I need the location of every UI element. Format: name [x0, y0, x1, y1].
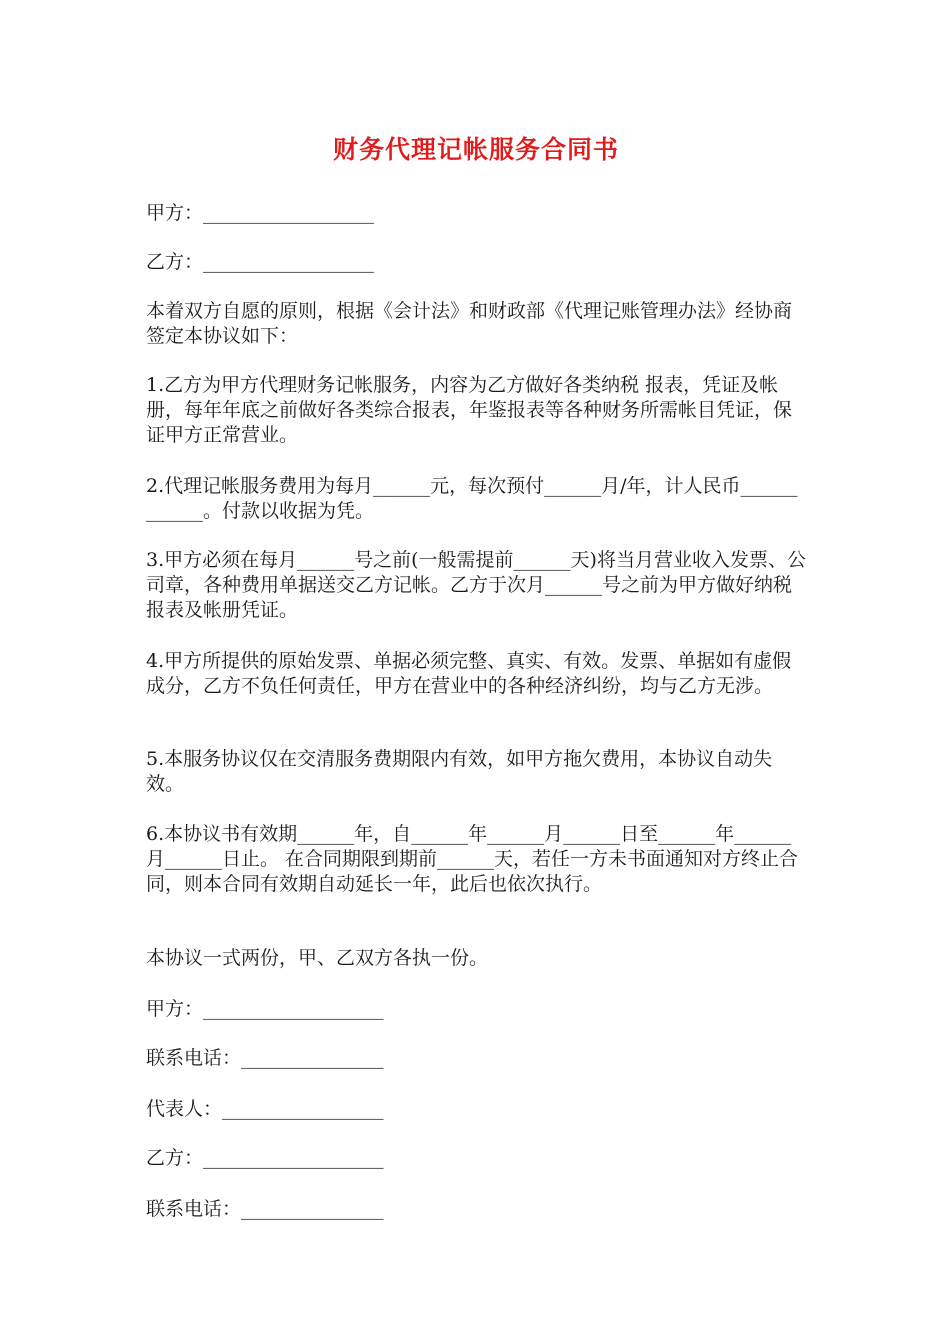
signature-phone-b: 联系电话：_______________	[146, 1198, 384, 1220]
clause-5: 5.本服务协议仅在交清服务费期限内有效，如甲方拖欠费用，本协议自动失效。	[146, 748, 773, 795]
signature-party-b: 乙方：___________________	[146, 1147, 384, 1169]
party-b-line: 乙方：__________________	[146, 251, 375, 273]
signature-representative: 代表人：_________________	[146, 1098, 384, 1120]
signature-phone-a: 联系电话：_______________	[146, 1047, 384, 1069]
document-title: 财务代理记帐服务合同书	[332, 135, 619, 164]
clause-4: 4.甲方所提供的原始发票、单据必须完整、真实、有效。发票、单据如有虚假成分，乙方不负任何责任，甲方在营业中的各种经济纠纷，均与乙方无涉。	[146, 650, 792, 697]
clause-6: 6.本协议书有效期______年，自______年______月______日至______年______月______日止。 在合同期限到期前______天，若任一方未书面通知对方终止合同，则本合同有效期自动延长一年，此后也依次执行。	[146, 823, 799, 895]
clause-1: 1.乙方为甲方代理财务记帐服务，内容为乙方做好各类纳税 报表，凭证及帐册，每年年底之前做好各类综合报表，年鉴报表等各种财务所需帐目凭证，保证甲方正常营业。	[146, 374, 793, 446]
signature-party-a: 甲方：___________________	[146, 998, 384, 1020]
preamble-paragraph: 本着双方自愿的原则，根据《会计法》和财政部《代理记账管理办法》经协商签定本协议如下：	[146, 300, 793, 347]
party-a-line: 甲方：__________________	[146, 202, 375, 224]
clause-3: 3.甲方必须在每月______号之前(一般需提前______天)将当月营业收入发票、公司章，各种费用单据送交乙方记帐。乙方于次月______号之前为甲方做好纳税报表及帐册凭证。	[146, 549, 806, 621]
clause-2: 2.代理记帐服务费用为每月______元，每次预付______月/年，计人民币____________。付款以收据为凭。	[146, 475, 798, 522]
copies-statement: 本协议一式两份，甲、乙双方各执一份。	[146, 947, 489, 969]
